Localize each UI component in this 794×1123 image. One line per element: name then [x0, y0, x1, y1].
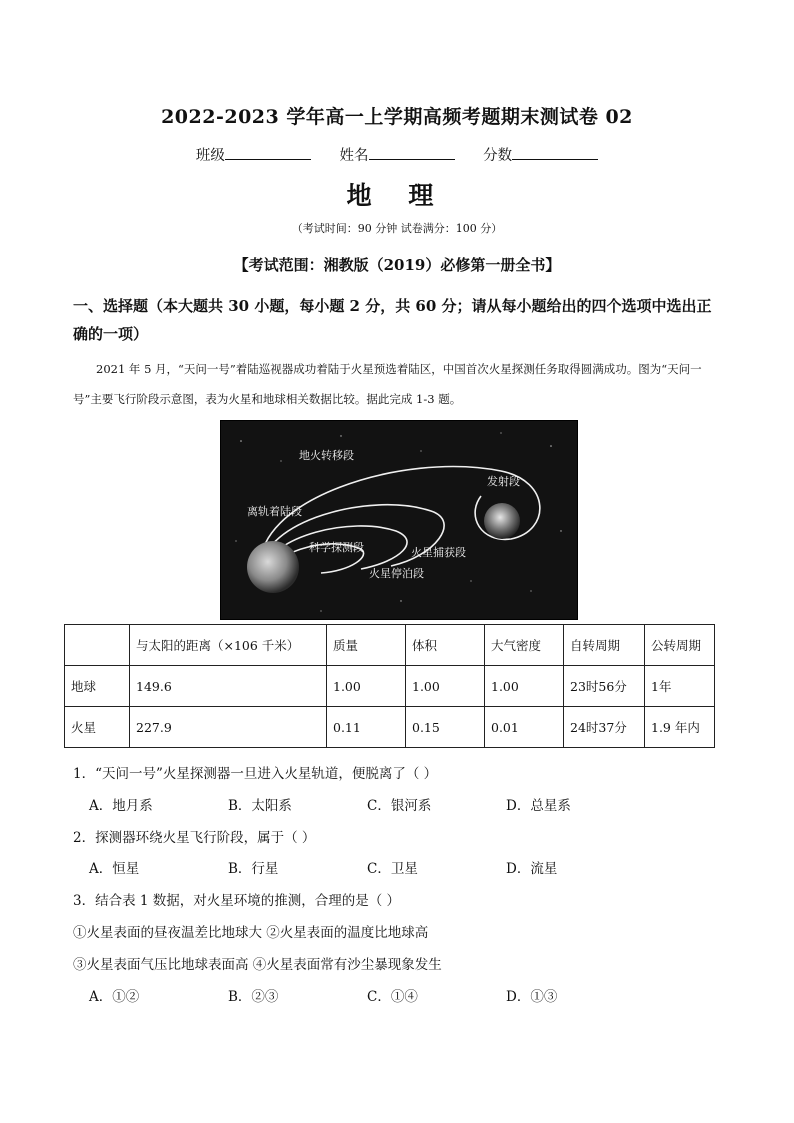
table-cell: 1.00 [327, 666, 406, 707]
table-header-cell: 体积 [406, 625, 485, 666]
question-1-stem: 1．“天问一号”火星探测器一旦进入火星轨道，便脱离了（ ） [73, 766, 438, 782]
exam-time-info: （考试时间：90 分钟 试卷满分：100 分） [291, 222, 503, 235]
question-3-stem: 3．结合表 1 数据，对火星环境的推测，合理的是（ ） [73, 893, 401, 909]
option-d[interactable]: D．①③ [506, 989, 558, 1005]
question-intro: 2021 年 5 月，“天问一号”着陆巡视器成功着陆于火星预选着陆区，中国首次火星探测任务取得圆满成功。图为“天问一号”主要飞行阶段示意图，表为火星和地球相关数据比较。据此完成 1-3 题。 [73, 362, 702, 406]
table-cell: 1年 [645, 666, 715, 707]
label-science: 科学探测段 [309, 541, 364, 554]
label-deorbit: 离轨着陆段 [247, 505, 302, 518]
name-label: 姓名 [339, 148, 369, 164]
section-heading: 一、选择题（本大题共 30 小题，每小题 2 分，共 60 分；请从每小题给出的四个选项中选出正确的一项） [73, 297, 712, 343]
option-c[interactable]: C．①④ [367, 989, 418, 1005]
earth-planet [484, 503, 520, 539]
student-info-line [0, 144, 794, 165]
class-label: 班级 [195, 148, 225, 164]
flight-phase-figure [220, 420, 578, 620]
table-cell: 1.00 [485, 666, 564, 707]
class-blank[interactable] [225, 145, 311, 160]
table-cell: 1.9 年内 [645, 707, 715, 748]
option-b[interactable]: B．行星 [228, 861, 279, 877]
table-cell: 0.01 [485, 707, 564, 748]
option-d[interactable]: D．流星 [506, 861, 558, 877]
question-1-options [89, 794, 645, 814]
orbit-diagram [221, 421, 577, 619]
option-b[interactable]: B．太阳系 [228, 798, 292, 814]
table-header-cell [65, 625, 130, 666]
label-transfer: 地火转移段 [299, 449, 354, 462]
table-header-cell: 与太阳的距离（×106 千米） [130, 625, 327, 666]
class-field[interactable] [196, 148, 311, 164]
score-field[interactable] [483, 148, 598, 164]
option-a[interactable]: A．①② [89, 989, 140, 1005]
exam-title: 2022-2023 学年高一上学期高频考题期末测试卷 02 [161, 106, 633, 128]
mars-planet [247, 541, 299, 593]
table-cell: 0.11 [327, 707, 406, 748]
table-cell: 地球 [65, 666, 130, 707]
label-capture: 火星捕获段 [411, 546, 466, 559]
subject-heading: 地 理 [346, 181, 448, 210]
option-d[interactable]: D．总星系 [506, 798, 571, 814]
table-cell: 0.15 [406, 707, 485, 748]
table-header-cell: 自转周期 [564, 625, 645, 666]
table-header-row [65, 625, 715, 666]
table-row [65, 666, 715, 707]
question-2-stem: 2．探测器环绕火星飞行阶段，属于（ ） [73, 830, 316, 846]
question-3-statement: ①火星表面的昼夜温差比地球大 ②火星表面的温度比地球高 [73, 925, 429, 941]
mars-earth-table [64, 624, 715, 748]
table-cell: 火星 [65, 707, 130, 748]
table-cell: 23时56分 [564, 666, 645, 707]
table-header-cell: 质量 [327, 625, 406, 666]
table-cell: 149.6 [130, 666, 327, 707]
option-c[interactable]: C．银河系 [367, 798, 432, 814]
table-header-cell: 公转周期 [645, 625, 715, 666]
table-cell: 24时37分 [564, 707, 645, 748]
name-field[interactable] [340, 148, 455, 164]
option-a[interactable]: A．恒星 [89, 861, 140, 877]
table-cell: 1.00 [406, 666, 485, 707]
question-2-options [89, 857, 645, 877]
label-parking: 火星停泊段 [369, 567, 424, 580]
label-launch: 发射段 [487, 475, 520, 488]
option-b[interactable]: B．②③ [228, 989, 279, 1005]
table-row [65, 707, 715, 748]
table-cell: 227.9 [130, 707, 327, 748]
option-c[interactable]: C．卫星 [367, 861, 418, 877]
question-3-statement: ③火星表面气压比地球表面高 ④火星表面常有沙尘暴现象发生 [73, 957, 442, 973]
option-a[interactable]: A．地月系 [89, 798, 153, 814]
question-3-options [89, 985, 645, 1005]
exam-scope: 【考试范围：湘教版（2019）必修第一册全书】 [233, 256, 561, 274]
score-blank[interactable] [512, 145, 598, 160]
name-blank[interactable] [369, 145, 455, 160]
score-label: 分数 [483, 148, 513, 164]
table-header-cell: 大气密度 [485, 625, 564, 666]
